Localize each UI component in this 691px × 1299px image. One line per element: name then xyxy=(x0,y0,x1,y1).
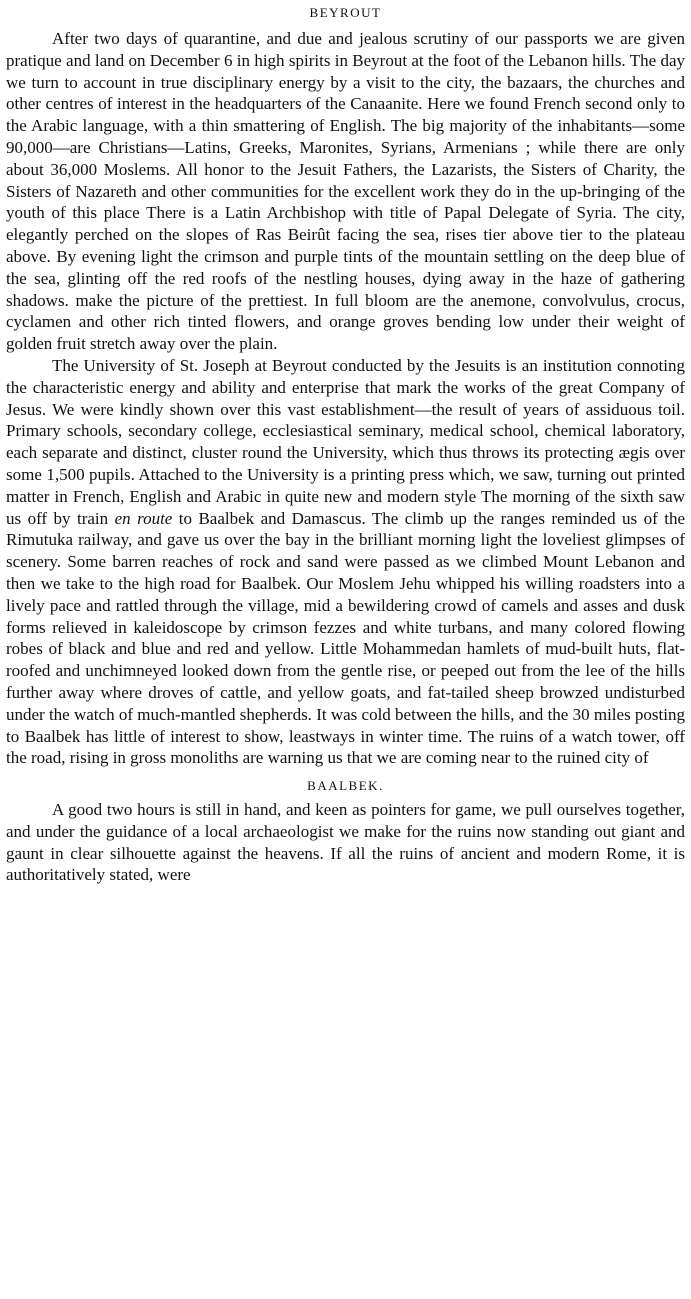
section-heading-beyrout: BEYROUT xyxy=(309,5,382,20)
paragraph-baalbek: A good two hours is still in hand, and keen as pointers for game, we pull ourselves together, and under the guidance of a local archaeologist we make for the ruins now standing out giant and gaunt in clear silhouette against the heavens. If all the ruins of ancient and modern Rome, it is authoritatively stated, were xyxy=(6,800,685,885)
paragraph-journey-text: to Baalbek and Damascus. The climb up the ranges reminded us of the Rimutuka railway, and gave us over the bay in the brilliant morning light the loveliest glimpses of scenery. Some barren reaches of rock and sand were passed as we climbed Mount Lebanon and then we take to the high road for Baalbek. Our Moslem Jehu whipped his willing roadsters into a lively pace and rattled through the village, mid a bewildering crowd of camels and asses and dusk forms relieved in kaleidoscope by crimson fezzes and white turbans, and many colored flowing robes of black and blue and red and yellow. Little Mohammedan hamlets of mud-built huts, flat-roofed and unchimneyed looked down from the gentle rise, or peeped out from the lee of the hills further away where droves of cattle, and yellow goats, and fat-tailed sheep browzed undisturbed under the watch of much-mantled shepherds. It was cold between the hills, and the 30 miles posting to Baalbek has little of interest to show, leastways in winter time. The ruins of a watch tower, off the road, rising in gross monoliths are warning us that we are coming near to the ruined city of xyxy=(6,508,685,768)
paragraph-university-text: The University of St. Joseph at Beyrout conducted by the Jesuits is an institution connoting the characteristic energy and ability and enterprise that mark the works of the great Company of Jesus. We were kindly shown over this vast establishment—the result of years of assiduous toil. Primary schools, secondary college, ecclesiastical seminary, medical school, chemical laboratory, each separate and distinct, cluster round the University, which thus throws its protecting ægis over some 1,500 pupils. Attached to the University is a printing press which, we saw, turning out printed matter in French, English and Arabic in quite new and modern style The morning of the sixth saw us off by train xyxy=(6,355,685,528)
section-heading-baalbek: BAALBEK. xyxy=(307,778,384,794)
paragraph-university xyxy=(6,355,685,769)
paragraph-beyrout-arrival: After two days of quarantine, and due and jealous scrutiny of our passports we are given pratique and land on December 6 in high spirits in Beyrout at the foot of the Lebanon hills. The day we turn to account in true disciplinary energy by a visit to the city, the bazaars, the churches and other centres of interest in the headquarters of the Canaanite. Here we found French second only to the Arabic language, with a thin smattering of English. The big majority of the inhabitants—some 90,000—are Christians—Latins, Greeks, Maronites, Syrians, Armenians ; while there are only about 36,000 Moslems. All honor to the Jesuit Fathers, the Lazarists, the Sisters of Charity, the Sisters of Nazareth and other communities for the excellent work they do in the up-bringing of the youth of this place There is a Latin Archbishop with title of Papal Delegate of Syria. The city, elegantly perched on the slopes of Ras Beirût facing the sea, rises tier above tier to the plateau above. By evening light the crimson and purple tints of the mountain settling on the deep blue of the sea, glinting off the red roofs of the nestling houses, dying away in the haze of gathering shadows. make the picture of the prettiest. In full bloom are the anemone, convolvulus, crocus, cyclamen and other rich tinted flowers, and orange groves bending low under their weight of golden fruit stretch away over the plain. xyxy=(6,29,685,354)
newspaper-page xyxy=(6,4,685,886)
italic-phrase: en route xyxy=(114,508,173,528)
